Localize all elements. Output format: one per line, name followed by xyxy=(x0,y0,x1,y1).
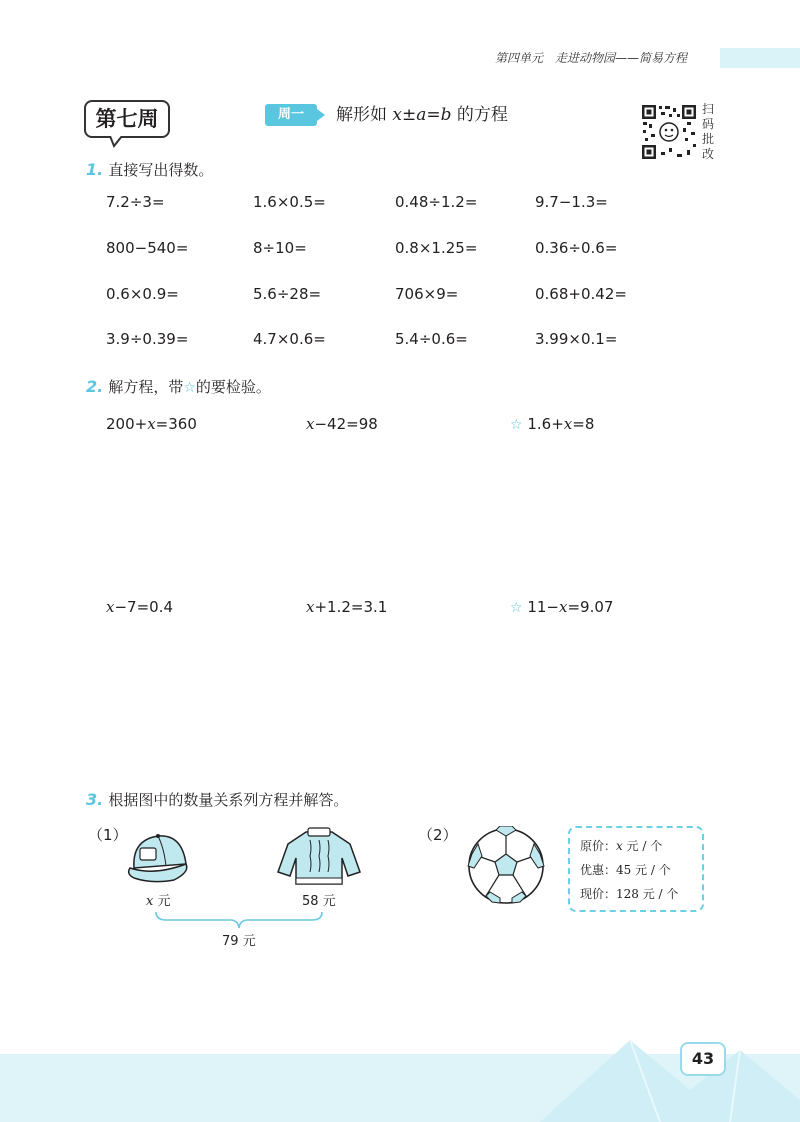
equation: x+1.2=3.1 xyxy=(306,598,388,616)
problem-2-label: （2） xyxy=(418,826,458,844)
equation: x−42=98 xyxy=(306,415,378,433)
calc-item: 9.7−1.3= xyxy=(535,193,608,211)
calc-item: 0.8×1.25= xyxy=(395,239,478,257)
sweater-icon xyxy=(276,826,362,888)
calc-item: 706×9= xyxy=(395,285,459,303)
calc-item: 0.36÷0.6= xyxy=(535,239,618,257)
star-icon: ☆ xyxy=(510,600,523,616)
sweater-price-label: 58 元 xyxy=(302,894,336,909)
calc-item: 3.9÷0.39= xyxy=(106,330,189,348)
calc-item: 0.68+0.42= xyxy=(535,285,627,303)
original-price: 原价：x 元 / 个 xyxy=(580,839,663,853)
speech-tail-icon xyxy=(108,136,128,148)
week-label: 第七周 xyxy=(84,100,170,138)
calc-item: 5.6÷28= xyxy=(253,285,322,303)
price-info-box xyxy=(568,826,704,912)
calc-item: 0.6×0.9= xyxy=(106,285,179,303)
calc-item: 5.4÷0.6= xyxy=(395,330,468,348)
section-3-heading: 3. 根据图中的数量关系列方程并解答。 xyxy=(86,790,349,809)
section-1-heading: 1. 直接写出得数。 xyxy=(86,160,214,179)
soccer-ball-icon xyxy=(466,826,546,906)
cap-icon xyxy=(124,828,196,886)
problem-1-label: （1） xyxy=(88,826,128,844)
equation: 200+x=360 xyxy=(106,415,197,433)
star-icon: ☆ xyxy=(183,380,196,396)
calc-item: 4.7×0.6= xyxy=(253,330,326,348)
unit-title: 第四单元 走进动物园——简易方程 xyxy=(495,51,688,65)
header-band xyxy=(720,48,800,68)
hat-price-label: x 元 xyxy=(146,894,171,909)
discount: 优惠：45 元 / 个 xyxy=(580,863,671,877)
calc-item: 3.99×0.1= xyxy=(535,330,618,348)
calc-item: 7.2÷3= xyxy=(106,193,165,211)
current-price: 现价：128 元 / 个 xyxy=(580,887,679,901)
qr-code-icon[interactable] xyxy=(641,104,697,160)
calc-item: 0.48÷1.2= xyxy=(395,193,478,211)
calc-item: 800−540= xyxy=(106,239,189,257)
qr-label: 扫 码 批 改 xyxy=(702,102,715,161)
day-tag: 周一 xyxy=(265,104,317,126)
lesson-title: 解形如 x±a=b 的方程 xyxy=(336,105,508,125)
total-price-label: 79 元 xyxy=(222,934,256,949)
calc-item: 1.6×0.5= xyxy=(253,193,326,211)
section-2-heading: 2. 解方程，带☆的要检验。 xyxy=(86,377,271,396)
star-icon: ☆ xyxy=(510,417,523,433)
equation-checked: ☆ 1.6+x=8 xyxy=(510,415,595,433)
calc-item: 8÷10= xyxy=(253,239,307,257)
mountain-decoration xyxy=(540,1020,800,1122)
equation: x−7=0.4 xyxy=(106,598,174,616)
page-number: 43 xyxy=(680,1042,726,1076)
equation-checked: ☆ 11−x=9.07 xyxy=(510,598,614,616)
